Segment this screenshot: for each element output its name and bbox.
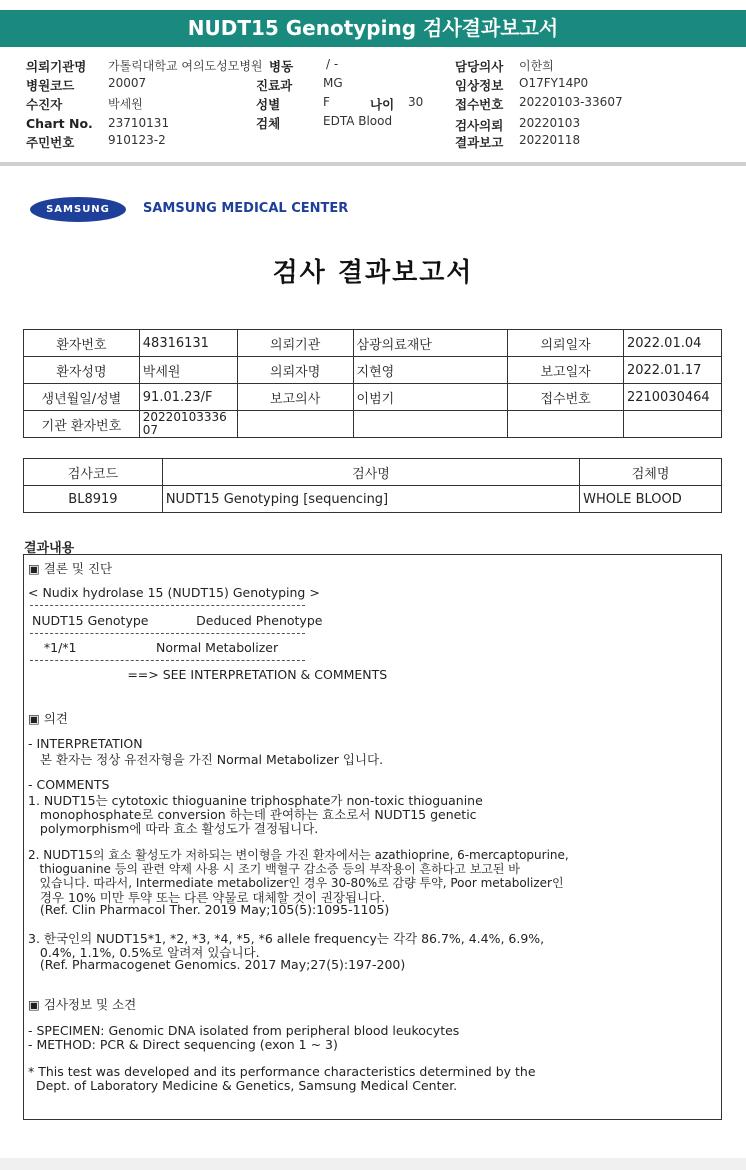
result-line: 있습니다. 따라서, Intermediate metabolizer인 경우 30-80%로 감량 투약, Poor metabolizer인 bbox=[28, 876, 564, 890]
result-line: (Ref. Clin Pharmacol Ther. 2019 May;105(5):1095-1105) bbox=[28, 902, 390, 917]
column-header: 검사코드 bbox=[24, 459, 163, 486]
cell: 지현영 bbox=[353, 357, 508, 384]
cell bbox=[623, 411, 721, 438]
dept-label: 진료과 bbox=[256, 78, 293, 93]
cell bbox=[353, 411, 508, 438]
requester-value: 가톨릭대학교 여의도성모병원 bbox=[108, 59, 263, 73]
cell: NUDT15 Genotyping [sequencing] bbox=[162, 486, 579, 513]
cell: 2022.01.17 bbox=[623, 357, 721, 384]
patient-info-table bbox=[23, 329, 722, 438]
cell: 의뢰기관 bbox=[237, 330, 353, 357]
result-line: 경우 10% 미만 투약 또는 다른 약물로 대체할 것이 권장됩니다. bbox=[28, 890, 386, 905]
cell: 기관 환자번호 bbox=[24, 411, 140, 438]
cell: 2210030464 bbox=[623, 384, 721, 411]
patient-value: 박세원 bbox=[108, 97, 143, 111]
result-line: 본 환자는 정상 유전자형을 가진 Normal Metabolizer 입니다. bbox=[28, 752, 384, 767]
request-date-value: 20220103 bbox=[519, 116, 581, 130]
cell: 48316131 bbox=[139, 330, 237, 357]
table-row bbox=[24, 330, 722, 357]
cell: 2022.01.04 bbox=[623, 330, 721, 357]
cell: BL8919 bbox=[24, 486, 163, 513]
cell: 생년월일/성별 bbox=[24, 384, 140, 411]
ward-label: 병동 bbox=[269, 59, 294, 74]
report-date-label: 결과보고 bbox=[455, 135, 504, 150]
result-line: 1. NUDT15는 cytotoxic thioguanine triphosphate가 non-toxic thioguanine bbox=[28, 793, 483, 808]
result-line: polymorphism에 따라 효소 활성도가 결정됩니다. bbox=[28, 821, 319, 836]
doctor-label: 담당의사 bbox=[455, 59, 504, 74]
request-date-label: 검사의뢰 bbox=[455, 118, 504, 133]
chart-value: 23710131 bbox=[108, 116, 170, 130]
divider bbox=[30, 633, 305, 634]
results-box bbox=[23, 554, 722, 1120]
column-header: 검체명 bbox=[580, 459, 722, 486]
doctor-value: 이한희 bbox=[519, 59, 554, 73]
result-line: 2. NUDT15의 효소 활성도가 저하되는 변이형을 가진 환자에서는 azathioprine, 6-mercaptopurine, bbox=[28, 848, 569, 862]
cell: 접수번호 bbox=[508, 384, 624, 411]
table-row bbox=[24, 486, 722, 513]
cell: 이범기 bbox=[353, 384, 508, 411]
cell: 박세원 bbox=[139, 357, 237, 384]
result-line: (Ref. Pharmacogenet Genomics. 2017 May;27(5):197-200) bbox=[28, 957, 406, 972]
cell: 20220103336 07 bbox=[139, 411, 237, 438]
cell: 91.01.23/F bbox=[139, 384, 237, 411]
result-line: ▣ 결론 및 진단 bbox=[28, 561, 113, 576]
result-line: ▣ 검사정보 및 소견 bbox=[28, 997, 137, 1012]
column-header: 검사명 bbox=[162, 459, 579, 486]
result-line: - SPECIMEN: Genomic DNA isolated from peripheral blood leukocytes bbox=[28, 1023, 460, 1038]
result-line: monophosphate로 conversion 하는데 관여하는 효소로서 NUDT15 genetic bbox=[28, 807, 477, 822]
result-line: - METHOD: PCR & Direct sequencing (exon 1 ~ 3) bbox=[28, 1037, 338, 1052]
result-line: ==> SEE INTERPRETATION & COMMENTS bbox=[28, 667, 388, 682]
specimen-value: EDTA Blood bbox=[323, 114, 393, 128]
sex-label: 성별 bbox=[256, 97, 281, 112]
result-line: thioguanine 등의 관련 약제 사용 시 조기 백혈구 감소증 등의 부작용이 흔하다고 보고된 바 bbox=[28, 862, 520, 876]
ward-value: / - bbox=[326, 57, 339, 71]
cell: 보고일자 bbox=[508, 357, 624, 384]
result-line: < Nudix hydrolase 15 (NUDT15) Genotyping > bbox=[28, 585, 320, 600]
cell: 삼광의료재단 bbox=[353, 330, 508, 357]
receipt-label: 접수번호 bbox=[455, 97, 504, 112]
requester-label: 의뢰기관명 bbox=[26, 59, 87, 74]
cell bbox=[237, 411, 353, 438]
results-heading: 결과내용 bbox=[24, 541, 75, 556]
separator bbox=[0, 162, 746, 166]
result-line: NUDT15 Genotype Deduced Phenotype bbox=[28, 613, 323, 628]
rrn-value: 910123-2 bbox=[108, 133, 166, 147]
table-header-row bbox=[24, 459, 722, 486]
cell: 환자성명 bbox=[24, 357, 140, 384]
rrn-label: 주민번호 bbox=[26, 135, 75, 150]
result-line: ▣ 의견 bbox=[28, 711, 68, 726]
clinical-label: 임상정보 bbox=[455, 78, 504, 93]
cell bbox=[508, 411, 624, 438]
receipt-value: 20220103-33607 bbox=[519, 95, 623, 109]
age-value: 30 bbox=[408, 95, 424, 109]
result-line: * This test was developed and its performance characteristics determined by the bbox=[28, 1064, 536, 1079]
table-row bbox=[24, 384, 722, 411]
specimen-label: 검체 bbox=[256, 116, 281, 131]
clinical-value: O17FY14P0 bbox=[519, 76, 589, 90]
cell: WHOLE BLOOD bbox=[580, 486, 722, 513]
divider bbox=[30, 605, 305, 606]
footer-bar bbox=[0, 1158, 746, 1170]
sex-value: F bbox=[323, 95, 330, 109]
cell: 환자번호 bbox=[24, 330, 140, 357]
samsung-logo: SAMSUNG bbox=[30, 197, 126, 222]
cell: 의뢰자명 bbox=[237, 357, 353, 384]
table-row bbox=[24, 357, 722, 384]
report-title: NUDT15 Genotyping 검사결과보고서 bbox=[0, 10, 746, 47]
result-line: Dept. of Laboratory Medicine & Genetics, Samsung Medical Center. bbox=[28, 1078, 458, 1093]
table-row bbox=[24, 411, 722, 438]
hospital-code-value: 20007 bbox=[108, 76, 147, 90]
report-meta bbox=[0, 55, 746, 155]
report-date-value: 20220118 bbox=[519, 133, 581, 147]
result-line: 3. 한국인의 NUDT15*1, *2, *3, *4, *5, *6 allele frequency는 각각 86.7%, 4.4%, 6.9%, bbox=[28, 931, 545, 946]
document-title: 검사 결과보고서 bbox=[272, 258, 474, 288]
result-line: - COMMENTS bbox=[28, 777, 110, 792]
result-line: 0.4%, 1.1%, 0.5%로 알려져 있습니다. bbox=[28, 945, 260, 960]
cell: 보고의사 bbox=[237, 384, 353, 411]
result-line: *1/*1 Normal Metabolizer bbox=[28, 640, 279, 655]
dept-value: MG bbox=[323, 76, 343, 90]
age-label: 나이 bbox=[370, 97, 395, 112]
logo-text: SAMSUNG MEDICAL CENTER bbox=[143, 201, 349, 216]
patient-label: 수진자 bbox=[26, 97, 63, 112]
result-line: - INTERPRETATION bbox=[28, 736, 143, 751]
divider bbox=[30, 660, 305, 661]
test-table bbox=[23, 458, 722, 513]
cell: 의뢰일자 bbox=[508, 330, 624, 357]
hospital-code-label: 병원코드 bbox=[26, 78, 75, 93]
chart-label: Chart No. bbox=[26, 116, 93, 131]
